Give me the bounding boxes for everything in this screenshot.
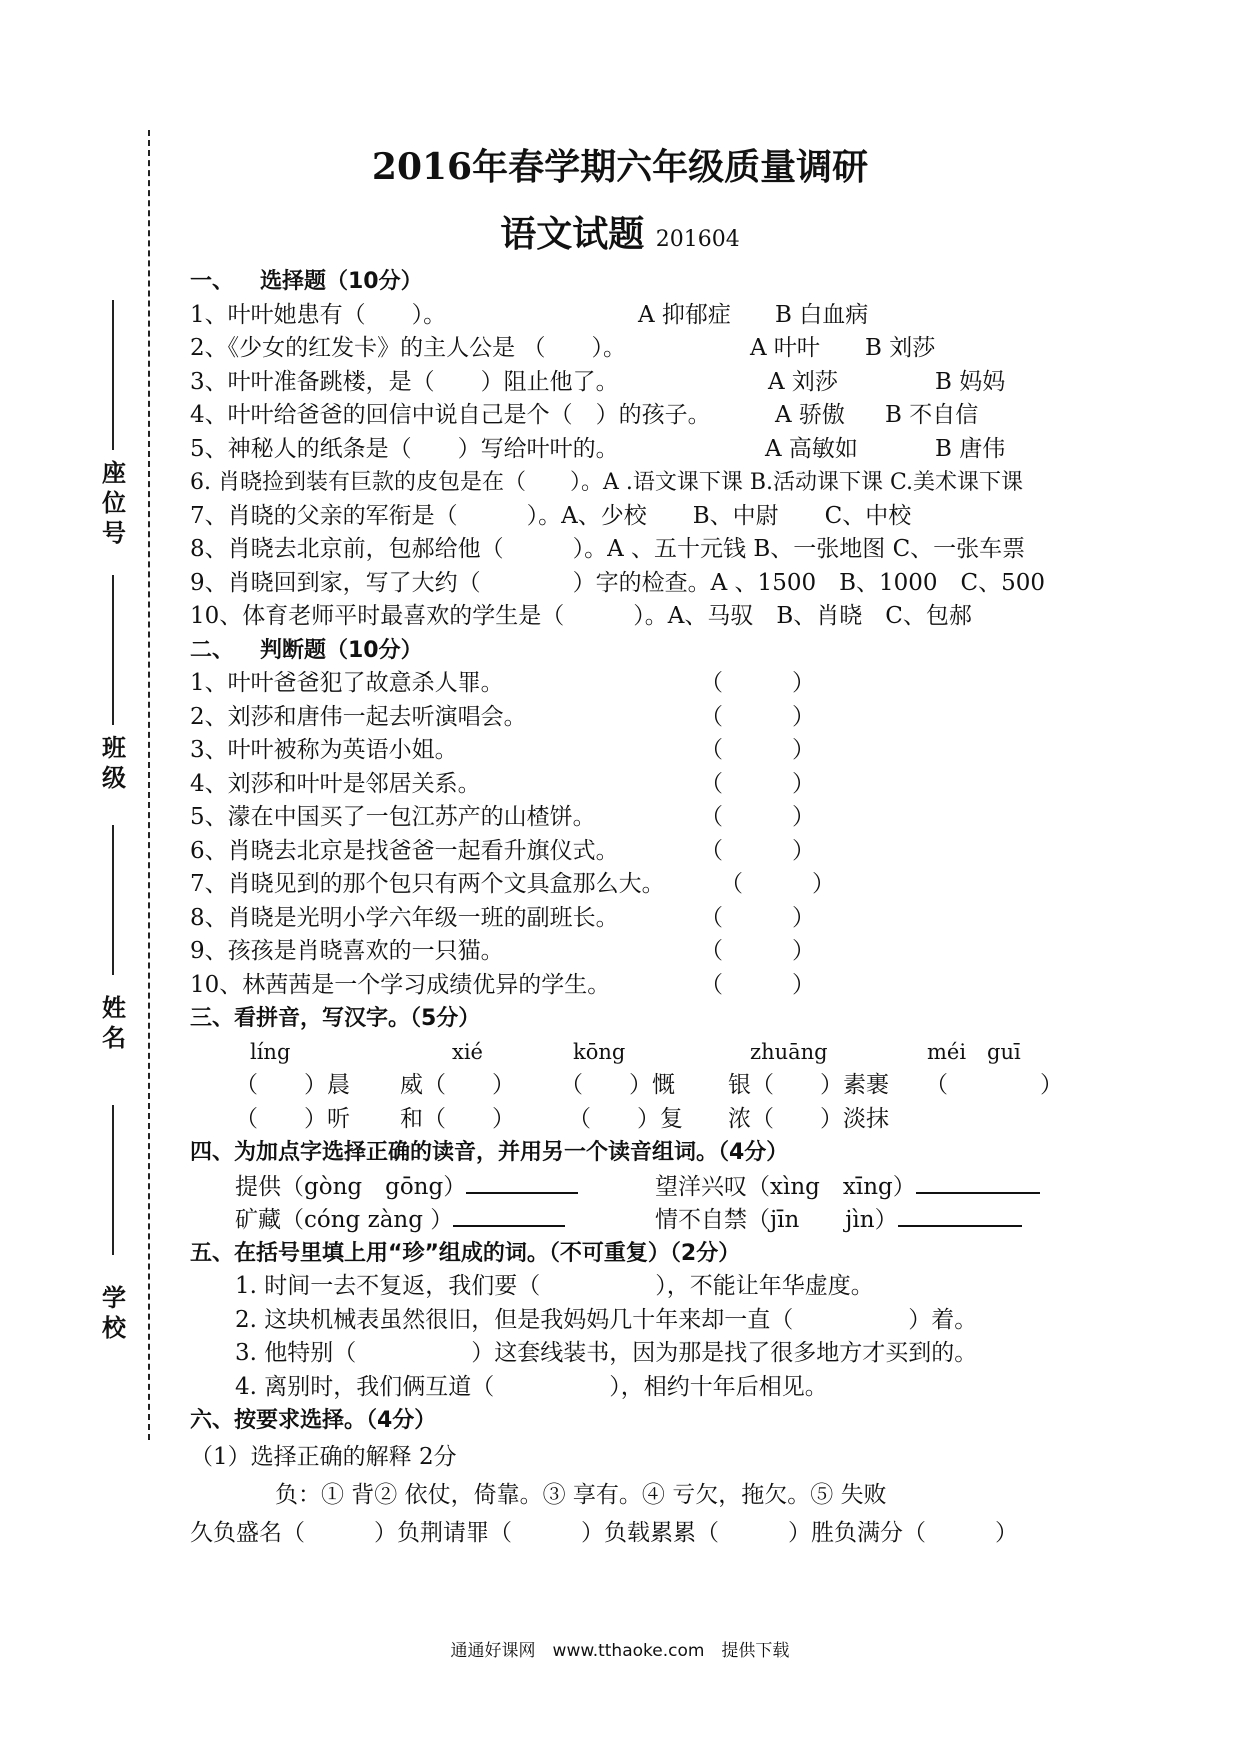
definitions: 负：① 背② 依仗，倚靠。③ 享有。④ 亏欠，拖欠。⑤ 失败 <box>275 1481 887 1508</box>
section-1-title: 选择题（10分） <box>260 269 423 294</box>
answer-paren: （ ） <box>700 971 815 998</box>
question-stem: 6. 肖晓捡到装有巨款的皮包是在（ ）。A .语文课下课 B.活动课下课 C.美术课下课 <box>190 470 1024 495</box>
pronunciation-row <box>190 1170 1090 1204</box>
question-stem: 3、叶叶准备跳楼，是（ ）阻止他了。 <box>190 368 619 395</box>
fill-sentence: 1. 时间一去不复返，我们要（ ），不能让年华虚度。 <box>235 1273 874 1299</box>
question-stem: 4、叶叶给爸爸的回信中说自己是个（ ）的孩子。 <box>190 402 711 428</box>
hanzi-blank: 浓（ ）淡抹 <box>728 1105 889 1132</box>
section-5-heading <box>190 1237 1090 1271</box>
section-2-heading <box>190 634 1090 668</box>
judgment-row <box>190 667 1090 701</box>
answer-paren: （ ） <box>700 804 815 830</box>
judgment-statement: 1、叶叶爸爸犯了故意杀人罪。 <box>190 670 504 696</box>
judgment-statement: 4、刘莎和叶叶是邻居关系。 <box>190 770 481 797</box>
judgment-statement: 9、孩孩是肖晓喜欢的一只猫。 <box>190 938 504 964</box>
answer-paren: （ ） <box>720 871 835 897</box>
pinyin: méi guī <box>927 1039 1021 1064</box>
answer-line[interactable] <box>453 1203 565 1227</box>
fill-row <box>190 1337 1090 1371</box>
school-label: 学校 <box>102 1284 126 1342</box>
question-stem: 1、叶叶她患有（ ）。 <box>190 301 447 328</box>
hanzi-blank: （ ）复 <box>568 1105 683 1132</box>
question-row <box>190 500 1090 534</box>
option-b: B 妈妈 <box>935 368 1006 395</box>
question-row <box>190 299 1090 333</box>
answer-line[interactable] <box>916 1170 1040 1194</box>
option-b: B 不自信 <box>885 402 979 428</box>
judgment-row <box>190 902 1090 936</box>
pronunciation-item: 情不自禁（jīn jìn） <box>655 1203 1022 1238</box>
idiom-items: 久负盛名（ ）负荆请罪（ ）负载累累（ ）胜负满分（ ） <box>190 1519 1018 1546</box>
page-title: 2016年春学期六年级质量调研 <box>371 146 869 188</box>
question-stem: 5、神秘人的纸条是（ ）写给叶叶的。 <box>190 435 619 462</box>
subtitle-main: 语文试题 <box>500 213 645 255</box>
pinyin: zhuāng <box>750 1039 828 1064</box>
hanzi-blank: 银（ ）素裹 <box>728 1072 889 1098</box>
fill-sentence: 4. 离别时，我们俩互道（ ），相约十年后相见。 <box>235 1373 828 1400</box>
idioms-row <box>190 1514 1090 1552</box>
pronunciation-row <box>190 1203 1090 1237</box>
question-row <box>190 332 1090 366</box>
fill-sentence: 3. 他特别（ ）这套线装书，因为那是找了很多地方才买到的。 <box>235 1340 978 1366</box>
pronunciation-item: 矿藏（cóng zàng ） <box>235 1203 565 1238</box>
question-row <box>190 533 1090 567</box>
page-subtitle <box>0 212 1240 262</box>
option-a: A 高敏如 <box>765 435 858 462</box>
question-row <box>190 399 1090 433</box>
question-row <box>190 466 1090 500</box>
fill-sentence: 2. 这块机械表虽然很旧，但是我妈妈几十年来却一直（ ）着。 <box>235 1306 978 1333</box>
answer-paren: （ ） <box>700 670 815 696</box>
judgment-statement: 6、肖晓去北京是找爸爸一起看升旗仪式。 <box>190 837 619 864</box>
hanzi-blank: （ ）晨 <box>235 1072 350 1098</box>
hanzi-row <box>190 1103 1090 1137</box>
question-stem: 10、体育老师平时最喜欢的学生是（ ）。A、马驭 B、肖晓 C、包郝 <box>190 603 972 629</box>
answer-paren: （ ） <box>700 703 815 730</box>
hanzi-blank: （ ）听 <box>235 1105 350 1132</box>
question-row <box>190 600 1090 634</box>
question-row <box>190 366 1090 400</box>
hanzi-blank: 和（ ） <box>400 1105 515 1132</box>
judgment-statement: 3、叶叶被称为英语小姐。 <box>190 737 458 763</box>
option-a: A 抑郁症 <box>638 301 731 328</box>
name-label: 姓名 <box>102 994 126 1052</box>
section-6-title: 六、按要求选择。（4分） <box>190 1408 437 1433</box>
option-b: B 唐伟 <box>935 435 1006 462</box>
option-a: A 叶叶 <box>750 335 820 361</box>
option-a: A 刘莎 <box>768 368 838 395</box>
fill-row <box>190 1270 1090 1304</box>
answer-paren: （ ） <box>700 837 815 864</box>
option-b: B 刘莎 <box>865 335 936 361</box>
fill-row <box>190 1304 1090 1338</box>
judgment-row <box>190 801 1090 835</box>
answer-paren: （ ） <box>700 938 815 964</box>
judgment-statement: 8、肖晓是光明小学六年级一班的副班长。 <box>190 904 619 931</box>
answer-paren: （ ） <box>700 770 815 797</box>
section-4-title: 四、为加点字选择正确的读音，并用另一个读音组词。（4分） <box>190 1140 789 1165</box>
answer-line[interactable] <box>898 1203 1022 1227</box>
sub-question-title: （1）选择正确的解释 2分 <box>190 1443 457 1470</box>
hanzi-blank: （ ）慨 <box>560 1072 675 1098</box>
section-2-number: 二、 <box>190 637 235 663</box>
judgment-row <box>190 701 1090 735</box>
exam-content <box>190 265 1090 1552</box>
pinyin: líng <box>250 1039 291 1064</box>
binding-dashed-line <box>148 130 150 1440</box>
answer-paren: （ ） <box>700 904 815 931</box>
answer-line[interactable] <box>466 1170 578 1194</box>
judgment-row <box>190 969 1090 1003</box>
pinyin-row <box>190 1036 1090 1070</box>
definitions-row <box>190 1476 1090 1514</box>
class-label: 班级 <box>102 734 126 792</box>
fill-row <box>190 1371 1090 1405</box>
pinyin: xié <box>452 1039 483 1064</box>
judgment-row <box>190 835 1090 869</box>
subtitle-code: 201604 <box>655 227 740 252</box>
section-3-title: 三、看拼音，写汉字。（5分） <box>190 1006 481 1031</box>
pinyin: kōng <box>573 1039 626 1064</box>
hanzi-row <box>190 1069 1090 1103</box>
section-1-number: 一、 <box>190 269 235 294</box>
hanzi-blank: （ ） <box>925 1072 1063 1098</box>
question-stem: 8、肖晓去北京前，包郝给他（ ）。A 、五十元钱 B、一张地图 C、一张车票 <box>190 536 1026 562</box>
section-3-heading <box>190 1002 1090 1036</box>
pronunciation-item: 望洋兴叹（xìng xīng） <box>655 1170 1040 1205</box>
option-b: B 白血病 <box>775 301 869 328</box>
section-5-title: 五、在括号里填上用“珍”组成的词。（不可重复）（2分） <box>190 1240 741 1266</box>
section-4-heading <box>190 1136 1090 1170</box>
judgment-statement: 2、刘莎和唐伟一起去听演唱会。 <box>190 703 527 730</box>
judgment-row <box>190 868 1090 902</box>
footer-credit: 通通好课网 www.tthaoke.com 提供下载 <box>450 1641 790 1661</box>
section-2-title: 判断题（10分） <box>260 637 423 663</box>
seat-number-label: 座位号 <box>102 459 126 547</box>
question-stem: 9、肖晓回到家，写了大约（ ）字的检查。A 、1500 B、1000 C、500 <box>190 569 1046 596</box>
question-stem: 2、《少女的红发卡》的主人公是 （ ）。 <box>190 335 626 361</box>
question-row <box>190 567 1090 601</box>
judgment-row <box>190 734 1090 768</box>
hanzi-blank: 威（ ） <box>400 1072 515 1098</box>
judgment-statement: 10、林茜茜是一个学习成绩优异的学生。 <box>190 971 611 998</box>
judgment-row <box>190 935 1090 969</box>
answer-paren: （ ） <box>700 737 815 763</box>
option-a: A 骄傲 <box>775 402 845 428</box>
section-1-heading <box>190 265 1090 299</box>
section-6-heading <box>190 1404 1090 1438</box>
question-row <box>190 433 1090 467</box>
pronunciation-item: 提供（gòng gōng） <box>235 1170 578 1205</box>
judgment-row <box>190 768 1090 802</box>
judgment-statement: 7、肖晓见到的那个包只有两个文具盒那么大。 <box>190 871 665 897</box>
judgment-statement: 5、濛在中国买了一包江苏产的山楂饼。 <box>190 804 596 830</box>
sub-question <box>190 1438 1090 1476</box>
question-stem: 7、肖晓的父亲的军衔是（ ）。A、少校 B、中尉 C、中校 <box>190 502 912 529</box>
